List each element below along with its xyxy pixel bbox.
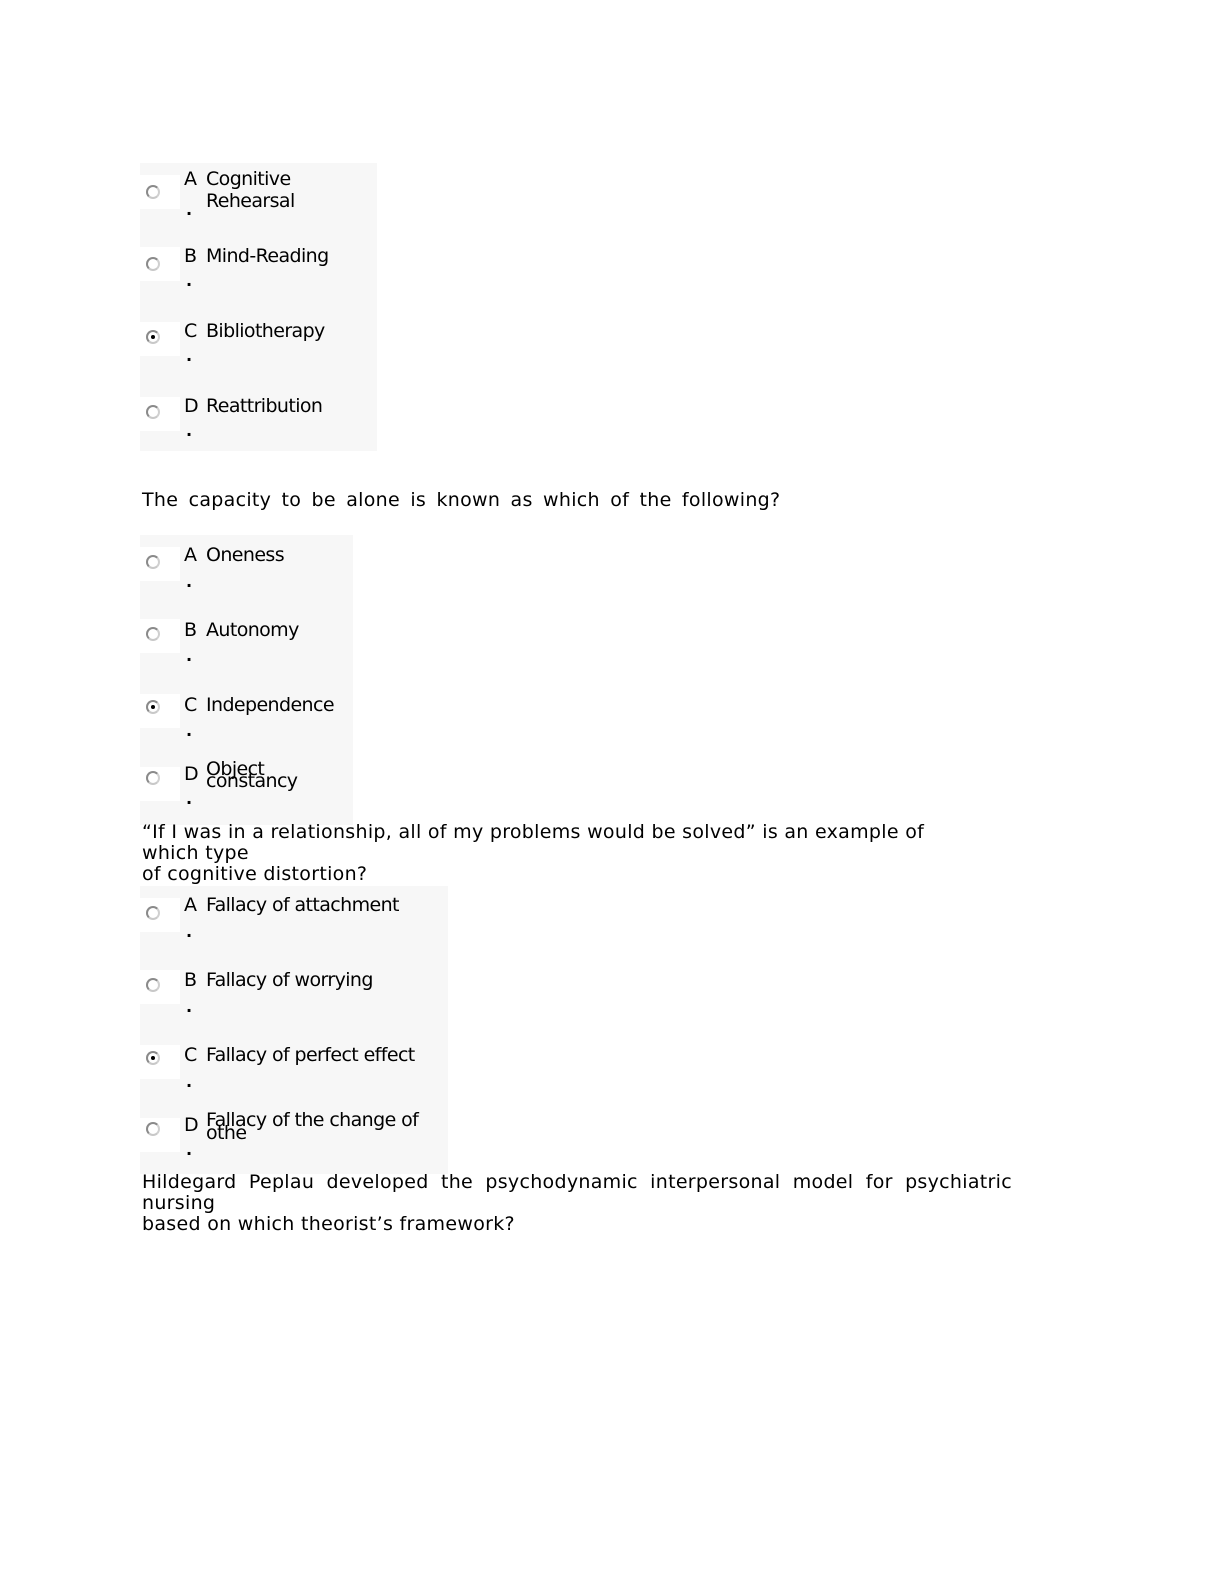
option-label: Autonomy <box>206 619 299 641</box>
option-dot: . <box>186 346 193 365</box>
option-label: Fallacy of perfect effect <box>206 1044 415 1066</box>
option-label: Independence <box>206 694 334 716</box>
option-letter: B <box>184 969 197 991</box>
radio-button[interactable] <box>146 771 160 785</box>
option-c[interactable] <box>140 690 353 760</box>
option-d[interactable] <box>140 758 353 825</box>
option-dot: . <box>186 1140 193 1159</box>
option-dot: . <box>186 200 193 219</box>
answer-options-group-2 <box>140 535 353 825</box>
option-letter: A <box>184 168 197 190</box>
radio-button[interactable] <box>146 1122 160 1136</box>
option-d[interactable] <box>140 1109 448 1174</box>
option-b[interactable] <box>140 966 448 1036</box>
option-dot: . <box>186 997 193 1016</box>
option-letter: B <box>184 619 197 641</box>
option-c[interactable] <box>140 318 377 388</box>
option-d[interactable] <box>140 393 377 451</box>
question-line: “If I was in a relationship, all of my problems would be solved” is an example of <box>142 821 925 843</box>
option-letter: D <box>184 763 199 785</box>
option-letter: A <box>184 894 197 916</box>
option-label: Bibliotherapy <box>206 320 325 342</box>
question-line: which type <box>142 842 249 864</box>
radio-button[interactable] <box>146 257 160 271</box>
option-label-line-2: Rehearsal <box>206 190 295 212</box>
question-text <box>142 1172 1012 1235</box>
option-dot: . <box>186 421 193 440</box>
option-a[interactable] <box>140 535 353 607</box>
radio-button[interactable] <box>146 906 160 920</box>
option-dot: . <box>186 922 193 941</box>
option-letter: C <box>184 320 197 342</box>
question-line: nursing <box>142 1192 216 1214</box>
option-dot: . <box>186 271 193 290</box>
radio-button-selected[interactable] <box>146 1051 160 1065</box>
option-letter: A <box>184 544 197 566</box>
option-letter: C <box>184 694 197 716</box>
option-label: Fallacy of attachment <box>206 894 399 916</box>
option-label: Mind-Reading <box>206 245 329 267</box>
answer-options-group-1 <box>140 163 377 451</box>
question-line: Hildegard Peplau developed the psychodynamic interpersonal model for psychiatric <box>142 1171 1012 1193</box>
option-dot: . <box>186 572 193 591</box>
option-dot: . <box>186 646 193 665</box>
radio-button[interactable] <box>146 405 160 419</box>
option-letter: D <box>184 1114 199 1136</box>
question-line: The capacity to be alone is known as which of the following? <box>142 489 781 511</box>
question-text <box>142 490 780 511</box>
option-c[interactable] <box>140 1041 448 1111</box>
question-text <box>142 822 924 885</box>
radio-button[interactable] <box>146 978 160 992</box>
option-dot: . <box>186 1072 193 1091</box>
option-label: Object constancy <box>206 758 298 792</box>
answer-options-group-3 <box>140 886 448 1174</box>
option-dot: . <box>186 721 193 740</box>
radio-button-selected[interactable] <box>146 330 160 344</box>
option-letter: C <box>184 1044 197 1066</box>
radio-button[interactable] <box>146 627 160 641</box>
option-label: Fallacy of worrying <box>206 969 373 991</box>
option-label <box>206 168 295 212</box>
question-line: of cognitive distortion? <box>142 863 368 885</box>
option-label-line-1: Cognitive <box>206 168 291 190</box>
radio-button-selected[interactable] <box>146 700 160 714</box>
radio-button[interactable] <box>146 185 160 199</box>
option-label: Fallacy of the change of othe <box>206 1109 419 1144</box>
radio-button[interactable] <box>146 555 160 569</box>
question-line: based on which theorist’s framework? <box>142 1213 515 1235</box>
option-letter: B <box>184 245 197 267</box>
option-label: Oneness <box>206 544 285 566</box>
option-a[interactable] <box>140 163 377 235</box>
option-b[interactable] <box>140 243 377 313</box>
option-label: Reattribution <box>206 395 323 417</box>
option-dot: . <box>186 789 193 808</box>
option-a[interactable] <box>140 886 448 958</box>
option-b[interactable] <box>140 615 353 685</box>
option-letter: D <box>184 395 199 417</box>
